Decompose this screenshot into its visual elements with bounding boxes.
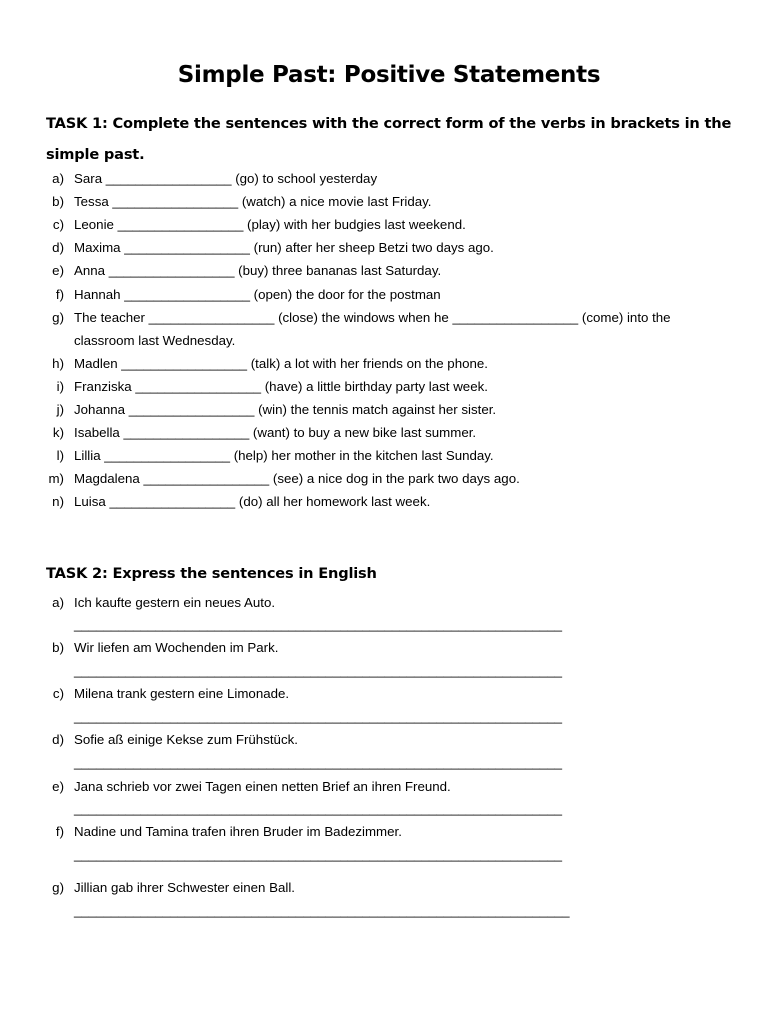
answer-blank: ___________________________________________________________________ (74, 903, 570, 918)
item-marker: a) (52, 171, 64, 186)
item-text-continued: classroom last Wednesday. (74, 333, 236, 348)
item-marker: h) (52, 356, 64, 371)
item-text: Hannah _________________ (open) the door for the postman (74, 287, 441, 302)
item-marker: b) (52, 194, 64, 209)
item-text: Jana schrieb vor zwei Tagen einen netten Brief an ihren Freund. (74, 779, 451, 794)
task1-heading-line2: simple past. (46, 146, 145, 163)
item-marker: m) (48, 471, 64, 486)
item-text: Luisa _________________ (do) all her homework last week. (74, 494, 431, 509)
item-text: The teacher _________________ (close) the windows when he _________________ (come) into the (74, 310, 671, 325)
item-text: Franziska _________________ (have) a little birthday party last week. (74, 379, 488, 394)
item-text: Wir liefen am Wochenden im Park. (74, 640, 279, 655)
worksheet-title: Simple Past: Positive Statements (177, 62, 601, 88)
item-marker: f) (55, 287, 64, 302)
item-marker: g) (52, 880, 64, 895)
answer-blank: __________________________________________________________________ (74, 755, 563, 770)
item-text: Sara _________________ (go) to school yesterday (74, 171, 378, 186)
task1-heading (46, 108, 736, 170)
item-text: Lillia _________________ (help) her mother in the kitchen last Sunday. (74, 448, 494, 463)
item-marker: g) (52, 310, 64, 325)
item-marker: i) (56, 379, 64, 394)
item-marker: b) (52, 640, 64, 655)
item-marker: a) (52, 595, 64, 610)
item-marker: j) (56, 402, 64, 417)
answer-blank: __________________________________________________________________ (74, 801, 563, 816)
item-text: Milena trank gestern eine Limonade. (74, 686, 290, 701)
item-marker: d) (52, 732, 64, 747)
item-text: Johanna _________________ (win) the tennis match against her sister. (74, 402, 497, 417)
item-marker: k) (52, 425, 64, 440)
task1-heading-line1: TASK 1: Complete the sentences with the correct form of the verbs in brackets in the (46, 115, 732, 132)
item-marker: c) (52, 217, 64, 232)
item-marker: l) (56, 448, 64, 463)
item-text: Isabella _________________ (want) to buy a new bike last summer. (74, 425, 477, 440)
item-text: Ich kaufte gestern ein neues Auto. (74, 595, 276, 610)
item-marker: f) (55, 824, 64, 839)
item-text: Maxima _________________ (run) after her sheep Betzi two days ago. (74, 240, 494, 255)
item-text: Jillian gab ihrer Schwester einen Ball. (74, 880, 295, 895)
item-text: Tessa _________________ (watch) a nice movie last Friday. (74, 194, 432, 209)
item-text: Madlen _________________ (talk) a lot with her friends on the phone. (74, 356, 488, 371)
item-text: Magdalena _________________ (see) a nice dog in the park two days ago. (74, 471, 520, 486)
item-text: Sofie aß einige Kekse zum Frühstück. (74, 732, 298, 747)
answer-blank: __________________________________________________________________ (74, 663, 563, 678)
task2-heading: TASK 2: Express the sentences in English (46, 565, 377, 582)
item-marker: e) (52, 779, 64, 794)
item-text: Leonie _________________ (play) with her budgies last weekend. (74, 217, 466, 232)
item-text: Nadine und Tamina trafen ihren Bruder im Badezimmer. (74, 824, 402, 839)
item-marker: c) (52, 686, 64, 701)
item-marker: d) (52, 240, 64, 255)
answer-blank: __________________________________________________________________ (74, 847, 563, 862)
item-marker: e) (52, 263, 64, 278)
item-text: Anna _________________ (buy) three bananas last Saturday. (74, 263, 442, 278)
item-marker: n) (52, 494, 64, 509)
answer-blank: __________________________________________________________________ (74, 617, 563, 632)
answer-blank: __________________________________________________________________ (74, 709, 563, 724)
